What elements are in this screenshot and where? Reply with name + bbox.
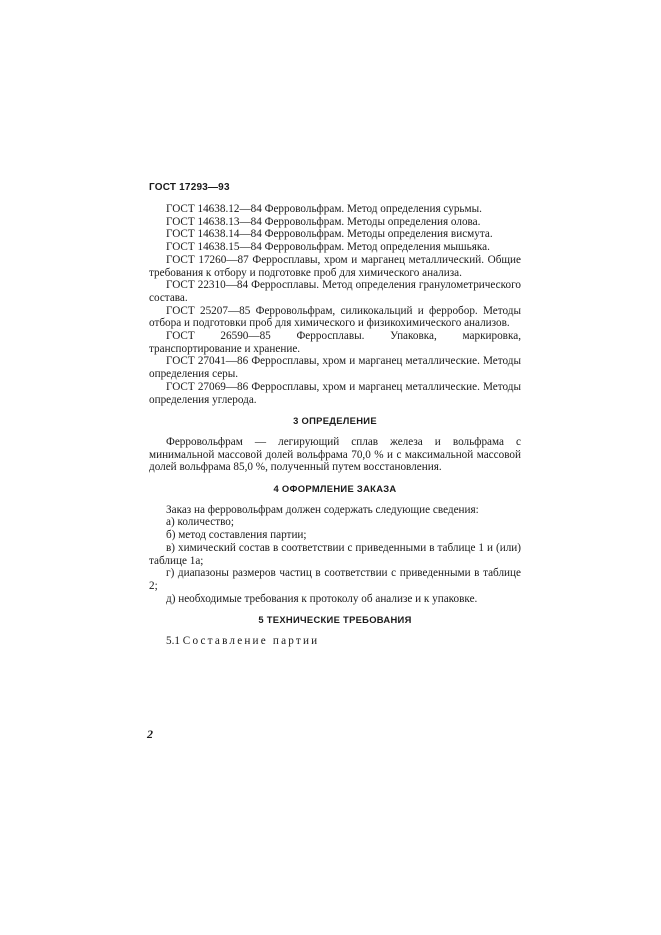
order-item: д) необходимые требования к протоколу об анализе и к упаковке. [166,592,478,605]
reference-item: ГОСТ 26590—85 Ферросплавы. Упаковка, маркировка, транспортирование и хранение. [149,330,521,355]
reference-item: ГОСТ 25207—85 Ферровольфрам, силикокальций и ферробор. Методы отбора и подготовки проб для химического и физикохимического анализов. [149,304,521,330]
order-item: г) диапазоны размеров частиц в соответствии с приведенными в таблице 2; [149,567,521,592]
reference-item: ГОСТ 27041—86 Ферросплавы, хром и марганец металлические. Методы определения серы. [149,355,521,381]
reference-item: ГОСТ 14638.15—84 Ферровольфрам. Метод определения мышьяка. [166,241,490,254]
order-item: б) метод составления партии; [166,529,307,542]
reference-item: ГОСТ 22310—84 Ферросплавы. Метод определения гранулометрического состава. [149,279,521,304]
reference-item: ГОСТ 14638.13—84 Ферровольфрам. Методы определения олова. [166,215,481,228]
reference-item: ГОСТ 27069—86 Ферросплавы, хром и марганец металлические. Методы определения углерода. [149,380,521,406]
order-requirements [149,504,521,606]
order-item: а) количество; [166,516,235,529]
subsection-title: Составление партии [182,635,320,648]
section-3-heading: 3 ОПРЕДЕЛЕНИЕ [293,415,377,427]
page-body [149,203,521,648]
reference-item: ГОСТ 14638.14—84 Ферровольфрам. Методы определения висмута. [166,228,493,241]
section-4-heading: 4 ОФОРМЛЕНИЕ ЗАКАЗА [273,483,397,495]
reference-item: ГОСТ 17260—87 Ферросплавы, хром и марганец металлический. Общие требования к отбору и подготовке проб для химического анализа. [149,253,521,279]
section-5-heading: 5 ТЕХНИЧЕСКИЕ ТРЕБОВАНИЯ [258,614,412,626]
order-item: в) химический состав в соответствии с приведенными в таблице 1 и (или) таблице 1а; [149,541,521,567]
running-header: ГОСТ 17293—93 [149,182,230,193]
subsection-number: 5.1 [166,635,180,648]
order-intro: Заказ на ферровольфрам должен содержать следующие сведения: [166,503,479,516]
reference-item: ГОСТ 14638.12—84 Ферровольфрам. Метод определения сурьмы. [166,203,482,215]
reference-list [149,203,521,406]
page-number: 2 [147,727,153,741]
definition-paragraph: Ферровольфрам — легирующий сплав железа и вольфрама с минимальной массовой долей вольфрама 70,0 % и с максимальной массовой долей вольфрама 85,0 %, полученный путем восстановления. [149,435,521,474]
subsection-5-1 [149,635,521,648]
